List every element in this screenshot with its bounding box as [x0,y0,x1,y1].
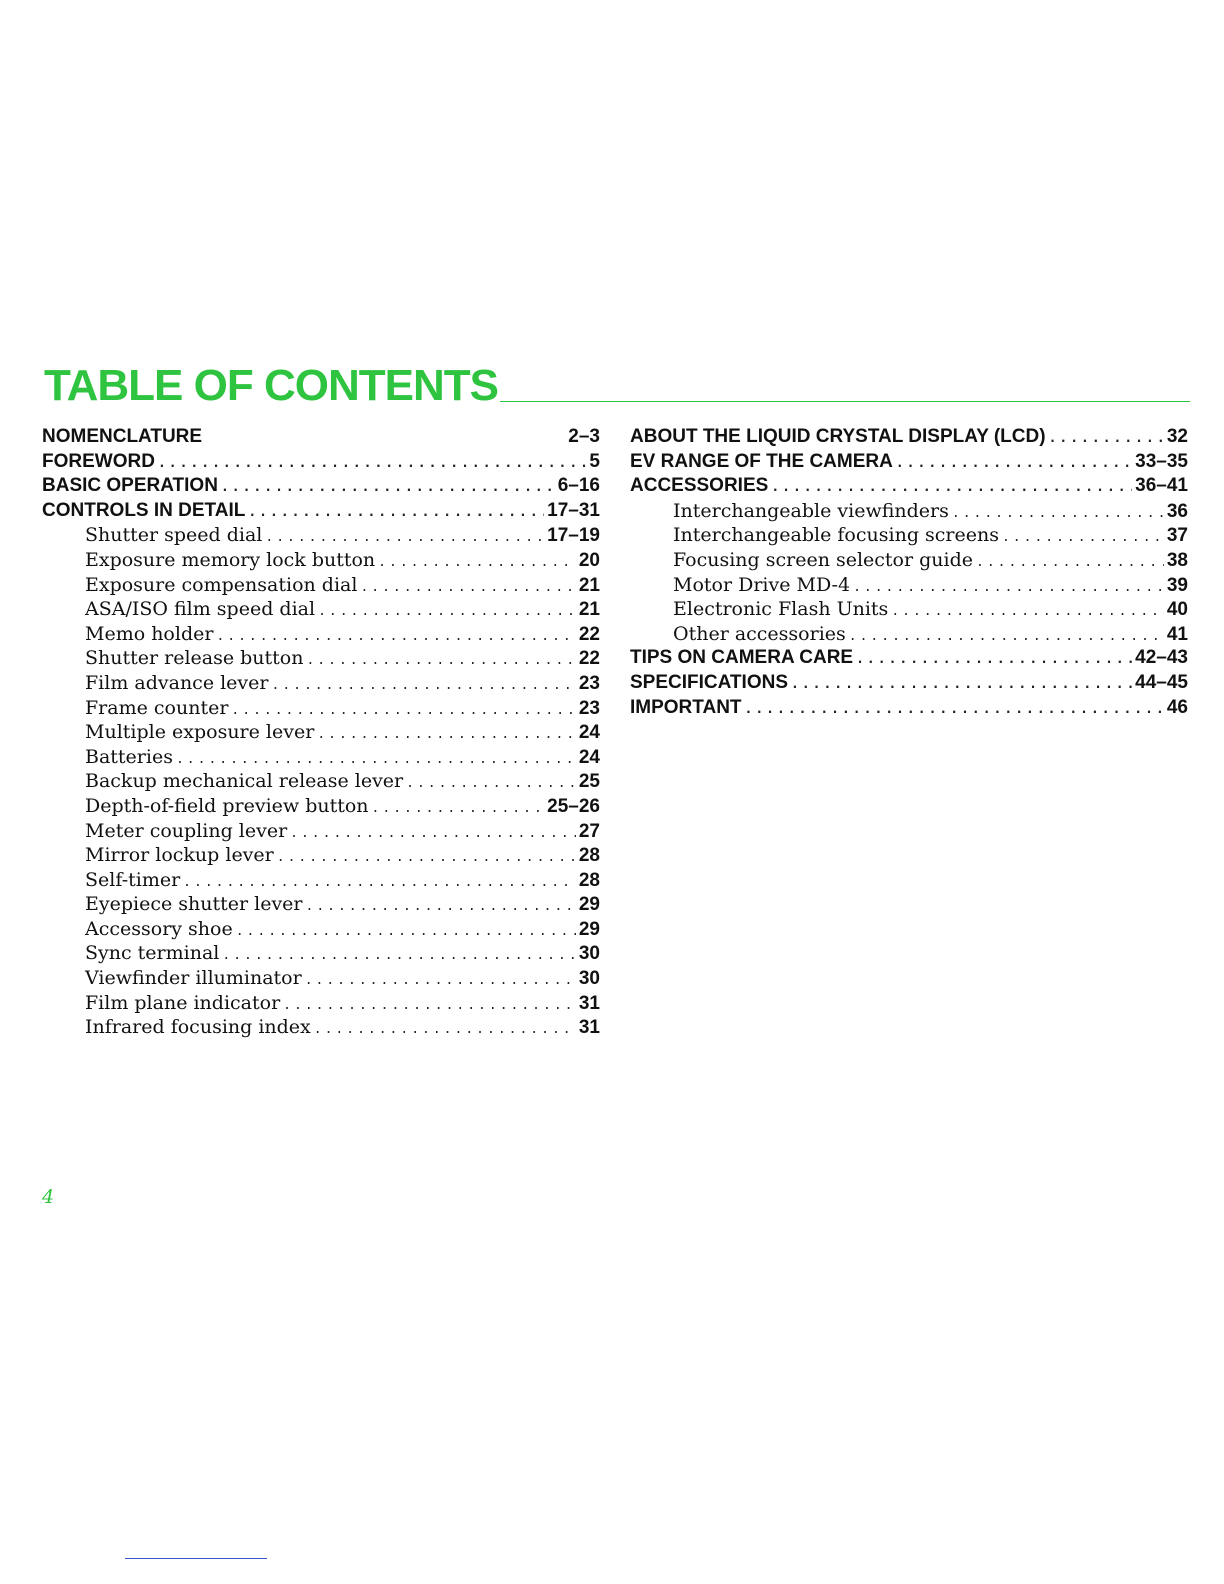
toc-entry [42,745,600,770]
title-rule [500,401,1190,402]
toc-entry-label: Batteries [85,745,173,768]
dot-leader [406,772,576,794]
toc-entry-page: 22 [578,648,600,670]
dot-leader [1002,526,1164,548]
toc-entry [630,622,1188,647]
toc-entry-page: 22 [578,623,600,645]
dot-leader [265,526,544,548]
toc-entry [42,720,600,745]
toc-entry-page: 42–43 [1135,647,1188,669]
toc-entry-label: Viewfinder illuminator [85,967,302,990]
dot-leader [305,969,576,991]
toc-entry-label: Backup mechanical release lever [85,770,404,793]
toc-entry [42,646,600,671]
toc-entry-page: 27 [578,820,600,842]
toc-entry [630,597,1188,622]
toc-entry-label: Film advance lever [85,671,269,694]
toc-entry-page: 28 [578,869,600,891]
toc-entry-label: Other accessories [673,622,846,645]
toc-entry-page: 17–19 [547,525,600,547]
toc-entry-page: 29 [578,894,600,916]
toc-entry [42,499,600,524]
toc-entry-page: 31 [578,992,600,1014]
toc-entry [42,843,600,868]
toc-entry-page: 30 [578,943,600,965]
toc-entry [630,499,1188,524]
toc-entry-page: 41 [1166,623,1188,645]
toc-entry-label: Accessory shoe [85,917,233,940]
toc-entry-label: Exposure compensation dial [85,573,358,596]
dot-leader [176,748,576,770]
dot-leader [158,452,586,475]
toc-entry-page: 23 [578,672,600,694]
dot-leader [317,723,576,745]
toc-entry-label: ABOUT THE LIQUID CRYSTAL DISPLAY (LCD) [630,426,1046,447]
toc-entry-page: 23 [578,697,600,719]
toc-entry-label: Interchangeable focusing screens [673,524,999,547]
toc-header [44,361,1190,410]
toc-entry-label: Focusing screen selector guide [673,548,974,571]
toc-entry-page: 33–35 [1135,450,1188,472]
toc-entry-label: Meter coupling lever [85,819,288,842]
toc-entry [42,917,600,942]
toc-entry-label: Multiple exposure lever [85,721,315,744]
toc-entry-label: Eyepiece shutter lever [85,893,303,916]
toc-entry-label: Shutter speed dial [85,524,263,547]
toc-entry [42,941,600,966]
toc-entry-label: Exposure memory lock button [85,548,376,571]
dot-leader [318,600,576,622]
dot-leader [283,994,576,1016]
dot-leader [360,576,575,598]
dot-leader [378,551,576,573]
toc-entry-page: 30 [578,968,600,990]
toc-entry-label: TIPS ON CAMERA CARE [630,647,854,669]
toc-entry [42,794,600,819]
dot-leader [314,1018,576,1040]
toc-entry [42,892,600,917]
toc-entry-label: NOMENCLATURE [42,426,203,447]
toc-entry-label: Film plane indicator [85,991,281,1014]
toc-entry-page: 21 [578,599,600,621]
toc-entry-page: 44–45 [1135,671,1188,693]
page-number: 4 [42,1186,55,1208]
toc-entry-page: 21 [578,574,600,596]
dot-leader [896,452,1132,475]
page-title: TABLE OF CONTENTS [44,361,498,410]
toc-entry-label: FOREWORD [42,450,155,472]
toc-entry [630,573,1188,598]
toc-entry [42,819,600,844]
toc-entry-page: 39 [1166,574,1188,596]
dot-leader [891,600,1164,622]
toc-entry-page: 24 [578,722,600,744]
toc-entry-label: Frame counter [85,696,229,719]
toc-entry [42,991,600,1016]
toc-entry-page: 25 [578,771,600,793]
toc-entry-label: Depth-of-field preview button [85,794,369,817]
dot-leader [1049,427,1164,450]
toc-entry [630,474,1188,499]
dot-leader [745,698,1164,721]
toc-entry-label: Infrared focusing index [85,1016,311,1039]
toc-entry-label: ACCESSORIES [630,475,769,497]
toc-entry-page: 2–3 [568,426,600,447]
footer-rule [125,1558,267,1559]
toc-entry [42,523,600,548]
toc-entry-page: 29 [578,918,600,940]
toc-entry-page: 31 [578,1017,600,1039]
dot-leader [372,797,545,819]
toc-entry-page: 28 [578,845,600,867]
dot-leader [853,576,1164,598]
toc-entry-label: ASA/ISO film speed dial [85,598,316,621]
toc-entry [42,622,600,647]
dot-leader [791,673,1132,696]
toc-entry [42,597,600,622]
toc-entry-page: 36–41 [1135,475,1188,497]
dot-leader [306,649,575,671]
toc-entry [630,671,1188,696]
toc-entry [42,548,600,573]
toc-entry-page: 17–31 [547,499,600,521]
dot-leader [221,476,555,499]
dot-leader [952,502,1164,524]
toc-entry-label: EV RANGE OF THE CAMERA [630,450,893,472]
toc-entry-page: 40 [1166,599,1188,621]
toc-entry-label: IMPORTANT [630,696,742,718]
toc-entry-label: Memo holder [85,622,214,645]
toc-entry [630,425,1188,450]
toc-entry-page: 6–16 [557,475,600,497]
toc-entry-label: Sync terminal [85,942,220,965]
toc-entry-label: Mirror lockup lever [85,844,274,867]
dot-leader [771,476,1132,499]
toc-entry-label: BASIC OPERATION [42,475,218,497]
toc-entry [630,646,1188,671]
toc-entry-page: 36 [1166,500,1188,522]
toc-entry-page: 32 [1166,426,1188,447]
dot-leader [272,674,576,696]
toc-entry [42,966,600,991]
toc-entry [630,450,1188,475]
toc-entry-page: 20 [578,549,600,571]
toc-entry-label: Self-timer [85,868,181,891]
toc-right-column [630,425,1188,720]
dot-leader [236,920,576,942]
toc-entry [42,671,600,696]
dot-leader [976,551,1164,573]
toc-entry [42,573,600,598]
dot-leader [222,944,575,966]
dot-leader [856,648,1132,671]
toc-entry [42,696,600,721]
toc-entry-label: Motor Drive MD-4 [673,573,851,596]
toc-entry-label: SPECIFICATIONS [630,671,788,693]
dot-leader [248,501,544,524]
toc-entry [630,548,1188,573]
toc-entry [630,696,1188,721]
dot-leader [231,699,575,721]
toc-entry-page: 46 [1166,696,1188,718]
dot-leader [306,895,576,917]
toc-entry [42,474,600,499]
toc-entry [42,450,600,475]
toc-entry [42,425,600,450]
toc-entry [630,523,1188,548]
toc-entry [42,769,600,794]
toc-entry-label: Electronic Flash Units [673,598,889,621]
toc-left-column [42,425,600,1040]
toc-entry-page: 37 [1166,525,1188,547]
dot-leader [849,625,1164,647]
toc-entry-page: 38 [1166,549,1188,571]
toc-entry [42,868,600,893]
dot-leader [290,822,576,844]
dot-leader [216,625,575,647]
toc-entry-label: Interchangeable viewfinders [673,499,949,522]
dot-leader [277,846,576,868]
toc-entry-label: Shutter release button [85,647,304,670]
dot-leader [183,871,576,893]
toc-entry-label: CONTROLS IN DETAIL [42,499,246,521]
toc-entry-page: 5 [589,450,600,472]
toc-entry [42,1015,600,1040]
toc-entry-page: 25–26 [547,795,600,817]
toc-entry-page: 24 [578,746,600,768]
